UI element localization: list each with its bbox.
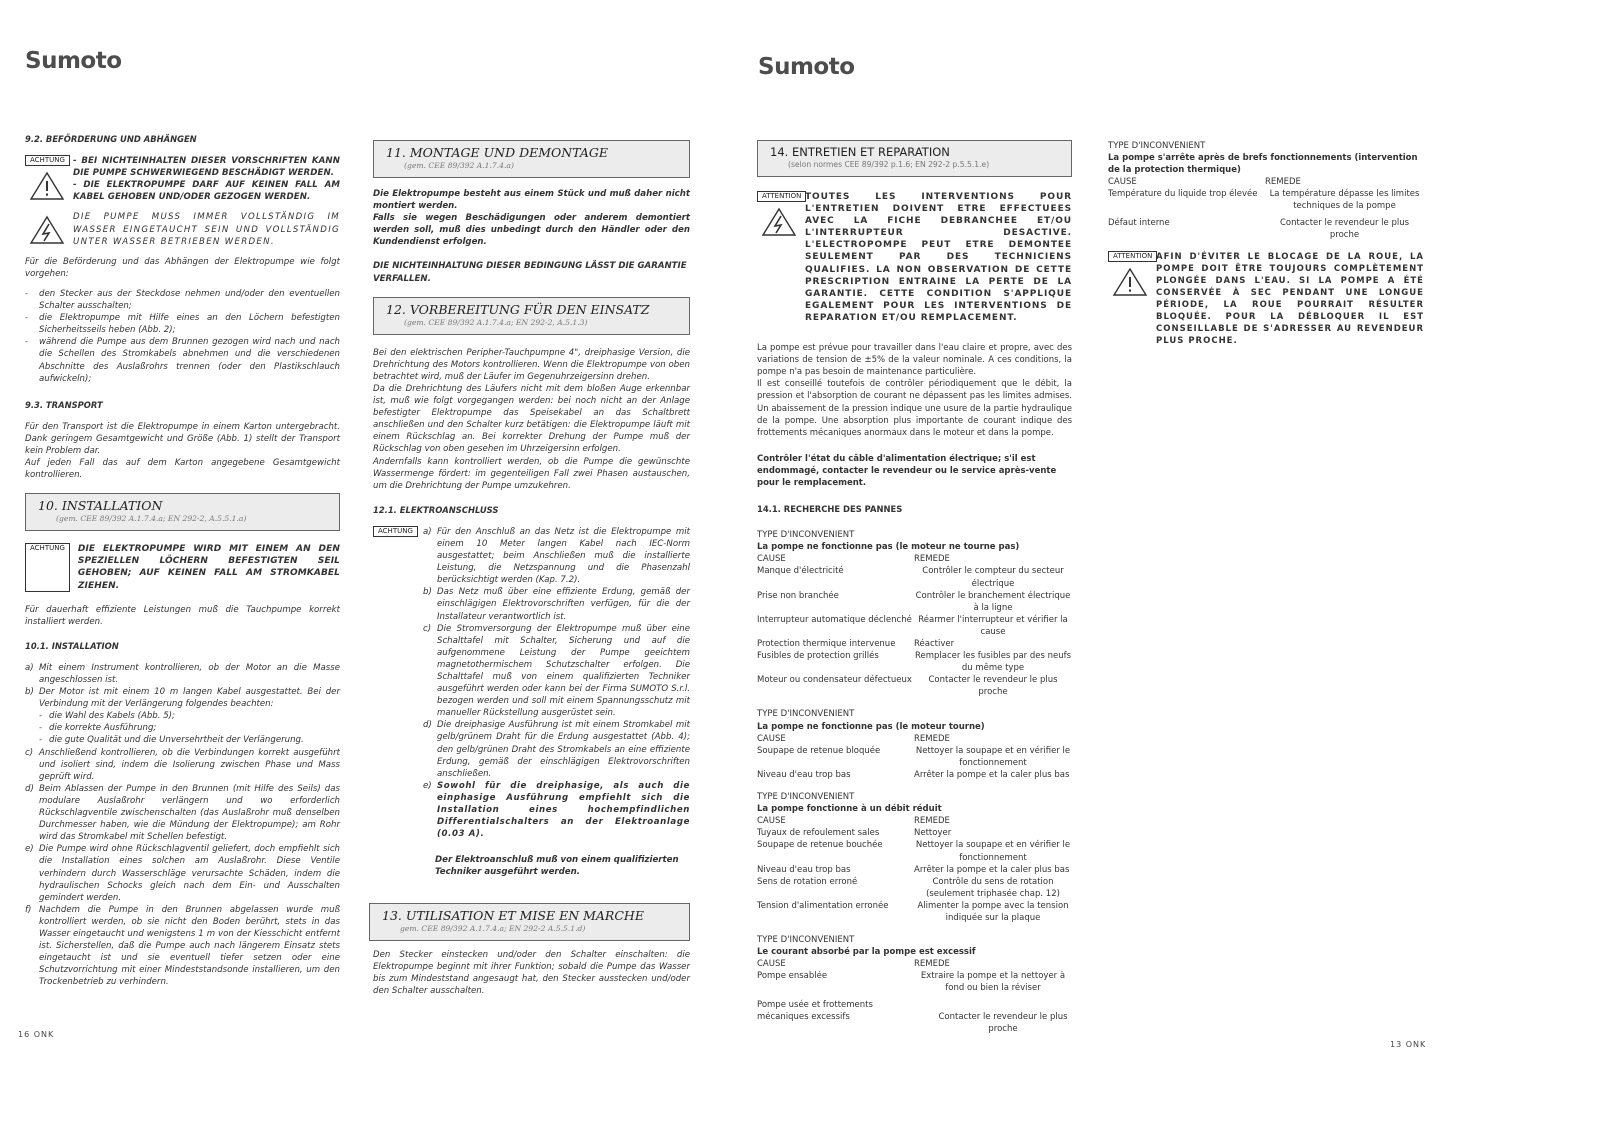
list-item: a) Für den Anschluß an das Netz ist die Elektropumpe mit einem 10 Meter langen Kabel nach IEC-Norm ausgestattet; beim Anschließen muß die installierte Leistung, die Netzspannung und die Phasenzahl berücksichtigt werden (Kap. 7.2). (423, 526, 690, 586)
type-label: TYPE D'INCONVENIENT (757, 709, 855, 720)
heading-14-1: 14.1. RECHERCHE DES PANNES (757, 504, 903, 515)
trouble-title: La pompe s'arrête après de brefs fonctionnements (intervention de la protection thermique) (1108, 153, 1418, 176)
column-4: TYPE D'INCONVENIENT La pompe s'arrête après de brefs fonctionnements (intervention de la protection thermique) CAUSE REMEDE Température du liquide trop élevée La température dépasse les limites techniques de la pompe Défaut interne Contacter le revendeur le plus proche ATTENTION AFIN D'ÉVITER LE BLOCAGE DE LA ROUE, LA POMPE DOIT ÊTRE TOUJOURS COMPLÈTEMENT PLONGÉE DANS L'EAU. SI LA POMPE A ÉTÉ CONSERVÉE À SEC PENDANT UNE LONGUE PÉRIODE, LA ROUE POURRAIT RÉSULTER BLOQUÉE. POUR LA DÉBLOQUER IL EST CONSEILLABLE DE S'ADRESSER AU REVENDEUR PLUS PROCHE. (1108, 141, 1424, 347)
electric-hazard-icon (761, 207, 797, 237)
paragraph-einsatz-2: Da die Drehrichtung des Läufers nicht mit dem bloßen Auge erkennbar ist, muß wie folgt vorgegangen werden: bei noch nicht an der Anlage befestigter Elektropumpe das Speisekabel an das Schaltbrett anschließen und den Schalter kurz betätigen: die Elektropumpe läuft mit einem Rückschlag an. Bei korrekter Drehung der Pumpe muß der Rückschlag von oben gesehen im Uhrzeigersinn erfolgen. (373, 383, 690, 455)
paragraph-transport-1: Für den Transport ist die Elektropumpe in einem Karton untergebracht. Dank geringem Gesamtgewicht und Größe (Abb. 1) stellt der Transport kein Problem dar. (25, 421, 340, 456)
list-item: - die Elektropumpe mit Hilfe eines an den Löchern befestigten Sicherheitsseils heben (Abb. 2); (25, 313, 340, 336)
table-row: Protection thermique intervenue Réactiver (757, 639, 955, 649)
warning-block-1 (25, 155, 340, 203)
section-box-11 (373, 140, 690, 178)
section-subtitle-10: (gem. CEE 89/392 A.1.7.4.a; EN 292-2, A.5.5.1.a) (56, 514, 247, 524)
table-row: Température du liquide trop élevée La température dépasse les limites techniques de la pompe (1108, 189, 1420, 212)
section-subtitle-11: (gem. CEE 89/392 A.1.7.4.a) (404, 161, 514, 170)
installation-steps-list (25, 662, 340, 989)
list-item: e) Sowohl für die dreiphasige, als auch die einphasige Ausführung empfiehlt sich die Installation eines hochempfindlichen Differentialschalters an der Elektroanlage (0.03 A). (423, 780, 690, 840)
list-item: c) Die Stromversorgung der Elektropumpe muß über eine Schalttafel mit Schalter, Sicherung und auf die aufgenommene Leistung der Pumpe geeichtem magnetothermischem Schutzschalter erfolgen. Die Schalttafel muß von einem qualifizierten Techniker ausgeführt werden oder kann bei der Firma SUMOTO S.r.l. bezogen werden und soll mit einem Spannungsschutz mit manueller Rückstellung ausgerüstet sein. (423, 623, 690, 719)
section-subtitle-14: (selon normes CEE 89/392 p.1.6; EN 292-2 p.5.5.1.e) (788, 160, 990, 169)
table-row: Sens de rotation erroné Contrôle du sens de rotation (seulement triphasée chap. 12) (757, 876, 1060, 899)
heading-9-2: 9.2. BEFÖRDERUNG UND ABHÄNGEN (25, 134, 197, 144)
trouble-group-2: TYPE D'INCONVENIENT La pompe ne fonctionne pas (le moteur tourne) CAUSE REMEDE Soupape de retenue bloquée Nettoyer la soupape et en vérifier le fonctionnement Niveau d'eau trop bas Arrêter la pompe et la caler plus bas (757, 709, 1071, 780)
trouble-group-3: TYPE D'INCONVENIENT La pompe fonctionne à un débit réduit CAUSE REMEDE Tuyaux de refoulement sales Nettoyer Soupape de retenue bouchée Nettoyer la soupape et en vérifier le fonctionnement Niveau d'eau trop bas Arrêter la pompe et la caler plus bas Sens de rotation erroné Contrôle du sens de rotation (seulement triphasée chap. 12) Tension d'alimentation erronée Alimenter la pompe avec la tension indiquée sur la plaque (757, 792, 1071, 923)
list-item: - während die Pumpe aus dem Brunnen gezogen wird nach und nach die Schellen des Stromkabels abnehmen und die verschiedenen Abschnitte des Auslaßrohrs trennen (oder den Plastikschlauch aufwickeln); (25, 337, 340, 384)
list-item: d) Beim Ablassen der Pumpe in den Brunnen (mit Hilfe des Seils) das modulare Auslaßrohr verlängern und wo erforderlich Rückschlagventile zwischenschalten (das Auslaßrohr muß denselben Durchmesser haben, wie die Mündung der Elektropumpe); am Rohr wird das Stromkabel mit Schellen befestigt. (25, 783, 340, 843)
list-item: d) Die dreiphasige Ausführung ist mit einem Stromkabel mit gelb/grünem Draht für die Erdung ausgestattet (Abb. 4); den gelb/grünen Draht des Stromkabels an eine effiziente Erdung, gemäß der einschlägigen Elektrovorschriften anschließen. (423, 720, 690, 779)
table-row: Pompe usée et frottements mécaniques excessifs Contacter le revendeur le plus proche (757, 999, 1068, 1034)
warning-text-roue: AFIN D'ÉVITER LE BLOCAGE DE LA ROUE, LA POMPE DOIT ÊTRE TOUJOURS COMPLÈTEMENT PLONGÉE DANS L'EAU. SI LA POMPE A ÉTÉ CONSERVÉE À SEC PENDANT UNE LONGUE PÉRIODE, LA ROUE POURRAIT RÉSULTER BLOQUÉE. POUR LA DÉBLOQUER IL EST CONSEILLABLE DE S'ADRESSER AU REVENDEUR PLUS PROCHE. (1156, 251, 1424, 347)
table-row: Tension d'alimentation erronée Alimenter la pompe avec la tension indiquée sur la plaque (757, 900, 1069, 923)
elektroanschluss-block (373, 526, 690, 848)
warning-block-roue (1108, 251, 1424, 348)
paragraph-einsatz-3: Andernfalls kann kontrolliert werden, ob die Pumpe die gewünschte Wassermenge fördert: im gegenteiligen Fall zwei Phasen austauschen, um die Drehrichtung der Pumpe umzukehren. (373, 456, 690, 491)
paragraph-transport-2: Auf jeden Fall das auf dem Karton angegebene Gesamtgewicht kontrollieren. (25, 458, 340, 481)
table-row: Niveau d'eau trop bas Arrêter la pompe et la caler plus bas (757, 864, 1070, 875)
trouble-title: Le courant absorbé par la pompe est excessif (757, 947, 976, 958)
section-title-11: 11. MONTAGE UND DEMONTAGE (386, 145, 608, 160)
list-item: b) Der Motor ist mit einem 10 m langen Kabel ausgestattet. Bei der Verbindung mit der Verlängerung folgendes beachten: - die Wahl des Kabels (Abb. 5); - die korrekte Ausführung; - die gute Qualität und die Unversehrtheit der Verlängerung. (25, 687, 340, 746)
achtung-tag: ACHTUNG (25, 155, 70, 166)
warning-block-2 (25, 211, 340, 247)
list-item: c) Anschließend kontrollieren, ob die Verbindungen korrekt ausgeführt und isoliert sind, indem die Isolierung zwischen Phase und Mass geprüft wird. (25, 747, 340, 782)
paragraph-inbetriebnahme: Den Stecker einstecken und/oder den Schalter einschalten: die Elektropumpe beginnt mit ihrer Funktion; sobald die Pumpe das Wasser bis zum Mindeststand angesaugt hat, den Stecker ausstecken und/oder den Schalter ausschalten. (373, 949, 690, 996)
achtung-tag: ACHTUNG (373, 526, 418, 537)
table-row: Pompe ensablée Extraire la pompe et la nettoyer à fond ou bien la réviser (757, 971, 1066, 994)
column-2 (373, 140, 690, 1005)
section-subtitle-13: gem. CEE 89/392 A.1.7.4.a; EN 292-2 A.5.5.1.d) (400, 923, 586, 933)
type-label: TYPE D'INCONVENIENT (757, 530, 855, 541)
warning-triangle-icon (1112, 267, 1148, 297)
warning-text-entretien: TOUTES LES INTERVENTIONS POUR L'ENTRETIEN DOIVENT ETRE EFFECTUEES AVEC LA FICHE DEBRANCHEE ET/OU L'INTERRUPTEUR DESACTIVE. L'ELECTROPOMPE PEUT ETRE DEMONTEE SEULEMENT PAR DES TECHNICIENS QUALIFIES. LA NON OBSERVATION DE CETTE PRESCRIPTION ENTRAINE LA PERTE DE LA GARANTIE. CETTE CONDITION S'APPLIQUE EGALEMENT POUR LES INTERVENTIONS DE REPARATION ET/OU REMPLACEMENT. (805, 192, 1072, 323)
table-row: Moteur ou condensateur défectueux Contacter le revendeur le plus proche (757, 675, 1058, 698)
attention-tag: ATTENTION (1108, 251, 1157, 262)
trouble-group-1: TYPE D'INCONVENIENT La pompe ne fonctionne pas (le moteur ne tourne pas) CAUSE REMEDE Manque d'électricité Contrôler le compteur du secteur électrique Prise non branchée Contrôler le branchement électrique à la ligne Interrupteur automatique déclenché Réarmer l'interrupteur et vérifier la cause Protection thermique intervenue Réactiver Fusibles de protection grillés Remplacer les fusibles par des neufs du même type Moteur ou condensateur défectueux Contacter le revendeur le plus proche (757, 530, 1072, 698)
paragraph-montage-1: Die Elektropumpe besteht aus einem Stück und muß daher nicht montiert werden. (373, 189, 690, 212)
warning-triangle-icon (29, 171, 65, 201)
electric-hazard-icon (29, 215, 65, 245)
brand-logo-right: Sumoto (758, 54, 855, 80)
warning-block-3 (25, 543, 340, 591)
brand-logo-left: Sumoto (25, 48, 122, 74)
list-item: f) Nachdem die Pumpe in den Brunnen abgelassen wurde muß kontrolliert werden, ob sie nicht den Boden berührt, stets in das Wasser eingetaucht und wenigstens 1 m von der Kiesschicht entfernt ist. Sicherstellen, daß die Pumpe auch nach längerem Einsatz stets eingetaucht ist und sie eventuell tiefer setzen oder eine Schutzvorrichtung mit einer Mindeststandsonde installieren, um den Trockenbetrieb zu verhindern. (25, 904, 340, 988)
section-title-10: 10. INSTALLATION (38, 498, 163, 514)
table-row: Tuyaux de refoulement sales Nettoyer (757, 828, 952, 839)
paragraph-entretien-1: La pompe est prévue pour travailler dans l'eau claire et propre, avec des variations de tension de ±5% de la valeur nominale. A ces conditions, la pompe n'a pas besoin de maintenance particulière. (757, 343, 1072, 378)
table-row: Interrupteur automatique déclenché Réarmer l'interrupteur et vérifier la cause (757, 614, 1068, 637)
attention-tag: ATTENTION (757, 191, 806, 202)
section-title-13: 13. UTILISATION ET MISE EN MARCHE (382, 907, 644, 923)
paragraph-entretien-2: Il est conseillé toutefois de contrôler périodiquement que le débit, la pression et l'absorption de courant ne dépassent pas les limites admises. Un abaissement de la pression indique une usure de la partie hydraulique de la pompe. Une absorption plus importante de courant indique des frottements mécaniques anormaux dans le moteur et dans la pompe. (757, 379, 1072, 438)
column-1 (25, 133, 340, 996)
section-subtitle-12: (gem. CEE 89/392 A.1.7.4.a; EN 292-2, A.5.1.3) (404, 317, 588, 327)
warning-block-entretien (757, 191, 1072, 324)
heading-10-1: 10.1. INSTALLATION (25, 640, 119, 651)
list-item: e) Die Pumpe wird ohne Rückschlagventil geliefert, doch empfiehlt sich die Installation eines solchen am Auslaßrohr. Diese Ventile verhindern durch Wasserschläge verursachte Schäden, indem die hydraulischen Schocks gleich nach dem Ein- und Ausschalten gemindert werden. (25, 844, 340, 903)
paragraph-einsatz-1: Bei den elektrischen Peripher-Tauchpumpne 4", dreiphasige Version, die Drehrichtung des Motors kontrollieren. Wenn die Elektropumpe von oben betrachtet wird, muß der Läufer im Gegenuhrzeigersinn drehen. (373, 347, 690, 382)
trouble-group-4: TYPE D'INCONVENIENT Le courant absorbé par la pompe est excessif CAUSE REMEDE Pompe ensablée Extraire la pompe et la nettoyer à fond ou bien la réviser Pompe usée et frottements mécaniques excessifs Contacter le revendeur le plus proche (757, 934, 1072, 1035)
list-item: b) Das Netz muß über eine effiziente Erdung, gemäß der einschlägigen Elektrovorschriften verfügen, für die der Installateur verantwortlich ist. (423, 587, 690, 622)
paragraph-elektroanschluss-note: Der Elektroanschluß muß von einem qualifizierten Techniker ausgeführt werden. (435, 855, 679, 878)
table-row: Manque d'électricité Contrôler le compteur du secteur électrique (757, 566, 1064, 589)
section-box-13 (369, 903, 690, 941)
type-label: TYPE D'INCONVENIENT (1108, 141, 1206, 151)
list-item: - den Stecker aus der Steckdose nehmen und/oder den eventuellen Schalter ausschalten; (25, 288, 340, 312)
trouble-title: La pompe fonctionne à un débit réduit (757, 804, 942, 815)
type-label: TYPE D'INCONVENIENT (757, 792, 855, 803)
table-row: Défaut interne Contacter le revendeur le plus proche (1108, 217, 1410, 240)
column-3 (757, 140, 1072, 1035)
list-item: a) Mit einem Instrument kontrollieren, ob der Motor an die Masse angeschlossen ist. (25, 662, 340, 685)
page-number-left: 16 ONK (18, 1030, 55, 1039)
section-box-10 (25, 493, 340, 531)
page-number-right: 13 ONK (1390, 1040, 1427, 1049)
paragraph-cable: Contrôler l'état du câble d'alimentation électrique; s'il est endommagé, contacter le revendeur ou le service après-vente pour le remplacement. (757, 453, 1057, 488)
section-box-12 (373, 297, 690, 335)
table-row: Fusibles de protection grillés Remplacer les fusibles par des neufs du même type (757, 651, 1072, 674)
type-label: TYPE D'INCONVENIENT (757, 935, 855, 946)
paragraph-montage-2: Falls sie wegen Beschädigungen oder anderem demontiert werden soll, muß dies unbedingt durch den Händler oder den Kundendienst erfolgen. (373, 213, 690, 248)
warning-text-3: DIE ELEKTROPUMPE WIRD MIT EINEM AN DEN SPEZIELLEN LÖCHERN BEFESTIGTEN SEIL GEHOBEN; AUF KEINEN FALL AM STROMKABEL ZIEHEN. (77, 544, 340, 591)
table-row: Soupape de retenue bouchée Nettoyer la soupape et en vérifier le fonctionnement (757, 840, 1071, 863)
warning-text-1b: - DIE ELEKTROPUMPE DARF AUF KEINEN FALL AM KABEL GEHOBEN UND/ODER GEZOGEN WERDEN. (73, 180, 340, 203)
section-title-14: 14. ENTRETIEN ET REPARATION (770, 145, 950, 159)
achtung-tag: ACHTUNG (25, 543, 70, 591)
paragraph-transport-intro: Für die Beförderung und das Abhängen der Elektropumpe wie folgt vorgehen: (25, 256, 340, 279)
table-row: Prise non branchée Contrôler le branchement électrique à la ligne (757, 590, 1071, 613)
warning-text-1a: - BEI NICHTEINHALTEN DIESER VORSCHRIFTEN KANN DIE PUMPE SCHWERWIEGEND BESCHÄDIGT WERDEN. (73, 156, 340, 179)
table-row: Niveau d'eau trop bas Arrêter la pompe et la caler plus bas (757, 769, 1070, 780)
paragraph-garantie: DIE NICHTEINHALTUNG DIESER BEDINGUNG LÄSST DIE GARANTIE VERFALLEN. (373, 261, 687, 284)
table-row: Soupape de retenue bloquée Nettoyer la soupape et en vérifier le fonctionnement (757, 745, 1071, 768)
section-box-14 (757, 140, 1072, 177)
elektroanschluss-list (423, 526, 690, 840)
heading-12-1: 12.1. ELEKTROANSCHLUSS (373, 504, 499, 515)
trouble-title: La pompe ne fonctionne pas (le moteur tourne) (757, 721, 985, 732)
paragraph-installation: Für dauerhaft effiziente Leistungen muß die Tauchpumpe korrekt installiert werden. (25, 604, 340, 627)
heading-9-3: 9.3. TRANSPORT (25, 399, 103, 410)
warning-text-2: DIE PUMPE MUSS IMMER VOLLSTÄNDIG IM WASSER EINGETAUCHT SEIN UND VOLLSTÄNDIG UNTER WASSER BETRIEBEN WERDEN. (73, 212, 340, 247)
trouble-title: La pompe ne fonctionne pas (le moteur ne tourne pas) (757, 542, 1020, 553)
transport-steps-list (25, 288, 340, 385)
section-title-12: 12. VORBEREITUNG FÜR DEN EINSATZ (386, 301, 650, 317)
